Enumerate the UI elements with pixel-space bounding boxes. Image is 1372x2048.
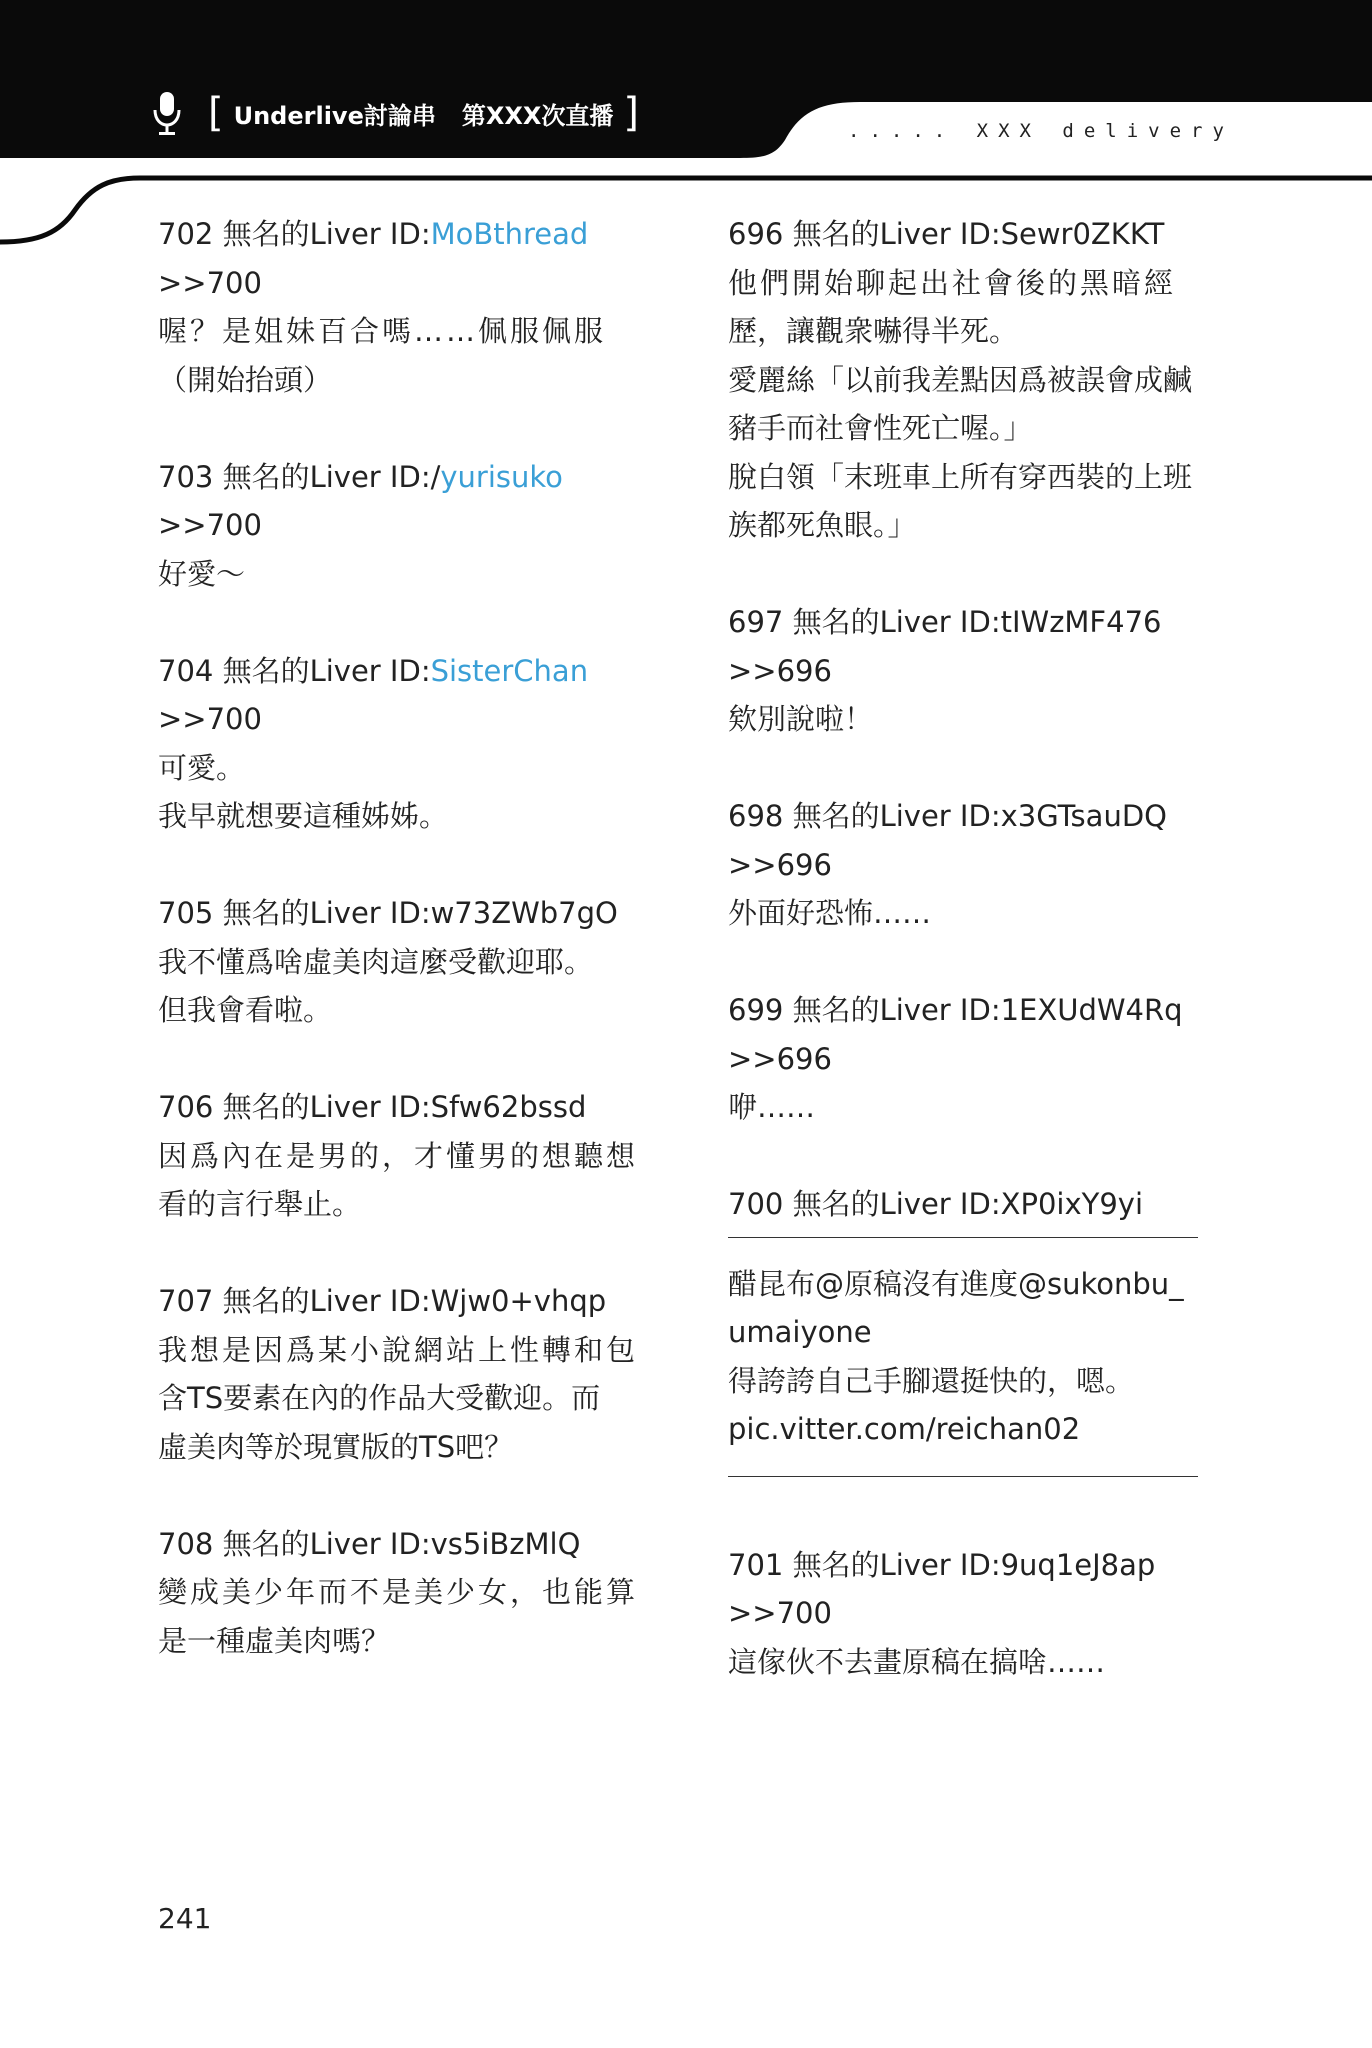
- user-id: 9uq1eJ8ap: [1000, 1547, 1156, 1582]
- post-702: [158, 210, 638, 404]
- microphone-icon: [150, 90, 184, 136]
- page-number: 241: [158, 1902, 212, 1935]
- user-id-link[interactable]: yurisuko: [440, 459, 563, 494]
- post-header: 706 無名的Liver ID:Sfw62bssd: [158, 1090, 587, 1124]
- post-header: 703 無名的Liver ID:/yurisuko: [158, 459, 563, 494]
- user-id: 1EXUdW4Rq: [1000, 993, 1183, 1027]
- post-header: 698 無名的Liver ID:x3GTsauDQ: [728, 799, 1167, 833]
- quote-line: 醋昆布@原稿沒有進度@sukonbu_: [728, 1266, 1184, 1301]
- post-line: >>696: [728, 847, 832, 882]
- post-line: 看的言行舉止。: [158, 1187, 362, 1221]
- post-line: 虛美肉等於現實版的TS吧？: [158, 1429, 514, 1464]
- user-id: XP0ixY9yi: [1000, 1187, 1144, 1221]
- post-line: >>700: [158, 702, 262, 736]
- user-id-link[interactable]: SisterChan: [430, 653, 589, 688]
- post-header: 707 無名的Liver ID:Wjw0+vhqp: [158, 1284, 607, 1318]
- post-line: 外面好恐怖……: [728, 896, 932, 930]
- post-line: 我早就想要這種姊姊。: [158, 799, 449, 833]
- left-column: [158, 210, 638, 1714]
- post-line: 歷，讓觀衆嚇得半死。: [728, 314, 1019, 348]
- post-697: [728, 598, 1208, 744]
- post-header: 708 無名的Liver ID:vs5iBzMlQ: [158, 1526, 581, 1561]
- post-header: 701 無名的Liver ID:9uq1eJ8ap: [728, 1547, 1156, 1582]
- post-705: [158, 889, 638, 1035]
- post-line: 愛麗絲「以前我差點因爲被誤會成鹹: [728, 362, 1193, 397]
- user-id: Wjw0+vhqp: [430, 1284, 607, 1318]
- post-708: [158, 1520, 638, 1666]
- post-line: >>700: [158, 508, 262, 542]
- post-699: [728, 986, 1208, 1132]
- post-line: 脫白領「末班車上所有穿西裝的上班: [728, 459, 1193, 494]
- user-id: vs5iBzMlQ: [430, 1526, 581, 1561]
- post-line: （開始抬頭）: [158, 362, 333, 397]
- bracket-open: [: [208, 90, 224, 136]
- post-line: 族都死魚眼。」: [728, 508, 917, 542]
- user-id: tIWzMF476: [1000, 605, 1162, 639]
- post-701: [728, 1541, 1208, 1687]
- quote-divider-bottom: [728, 1476, 1198, 1477]
- quote-line: umaiyone: [728, 1315, 872, 1349]
- post-line: >>700: [728, 1596, 832, 1630]
- user-id: Sfw62bssd: [430, 1090, 587, 1124]
- post-698: [728, 792, 1208, 938]
- user-id-link[interactable]: MoBthread: [430, 217, 589, 251]
- quote-divider-top: [728, 1237, 1198, 1238]
- thread-title: [150, 88, 649, 138]
- post-706: [158, 1083, 638, 1229]
- user-id: x3GTsauDQ: [1000, 799, 1167, 833]
- post-line: 好愛～: [158, 556, 246, 591]
- post-line: 喔？是姐妹百合嗎……佩服佩服: [158, 314, 607, 348]
- episode-label: 第XXX次直播: [461, 101, 614, 130]
- post-header: 699 無名的Liver ID:1EXUdW4Rq: [728, 993, 1183, 1027]
- post-line: 因爲內在是男的，才懂男的想聽想: [158, 1138, 639, 1173]
- post-line: 咿……: [728, 1090, 816, 1124]
- post-line: 這傢伙不去畫原稿在搞啥……: [728, 1644, 1106, 1679]
- user-id: w73ZWb7gO: [430, 896, 618, 930]
- quote-link[interactable]: pic.vitter.com/reichan02: [728, 1412, 1081, 1446]
- post-line: 是一種虛美肉嗎？: [158, 1623, 391, 1658]
- post-704: [158, 647, 638, 841]
- post-line: 他們開始聊起出社會後的黑暗經: [728, 265, 1177, 300]
- post-line: 豬手而社會性死亡喔。」: [728, 411, 1033, 445]
- post-line: 但我會看啦。: [158, 993, 333, 1027]
- post-header: 704 無名的Liver ID:SisterChan: [158, 653, 589, 688]
- post-header: 700 無名的Liver ID:XP0ixY9yi: [728, 1187, 1144, 1221]
- post-line: >>700: [158, 265, 262, 300]
- post-line: 含TS要素在內的作品大受歡迎。而: [158, 1381, 601, 1415]
- post-707: [158, 1277, 638, 1471]
- post-header: 702 無名的Liver ID:MoBthread: [158, 217, 589, 251]
- right-column: [728, 210, 1208, 1735]
- thread-name: Underlive討論串: [233, 101, 436, 130]
- post-line: 可愛。: [158, 750, 246, 785]
- post-header: 697 無名的Liver ID:tIWzMF476: [728, 605, 1162, 639]
- post-line: 欸別說啦！: [728, 702, 874, 736]
- delivery-subtitle: ..... XXX delivery: [848, 120, 1234, 142]
- user-id: Sewr0ZKKT: [1000, 217, 1165, 251]
- post-696: [728, 210, 1208, 550]
- post-header: 696 無名的Liver ID:Sewr0ZKKT: [728, 217, 1165, 251]
- post-header: 705 無名的Liver ID:w73ZWb7gO: [158, 896, 618, 930]
- post-line: 變成美少年而不是美少女，也能算: [158, 1575, 639, 1609]
- post-line: 我想是因爲某小說網站上性轉和包: [158, 1332, 639, 1367]
- post-line: >>696: [728, 1041, 832, 1076]
- post-line: 我不懂爲啥虛美肉這麼受歡迎耶。: [158, 944, 594, 979]
- bracket-close: ]: [623, 90, 639, 136]
- post-700: [728, 1180, 1208, 1477]
- post-703: [158, 453, 638, 599]
- quote-line: 得誇誇自己手腳還挺快的，嗯。: [728, 1363, 1135, 1398]
- post-line: >>696: [728, 653, 832, 688]
